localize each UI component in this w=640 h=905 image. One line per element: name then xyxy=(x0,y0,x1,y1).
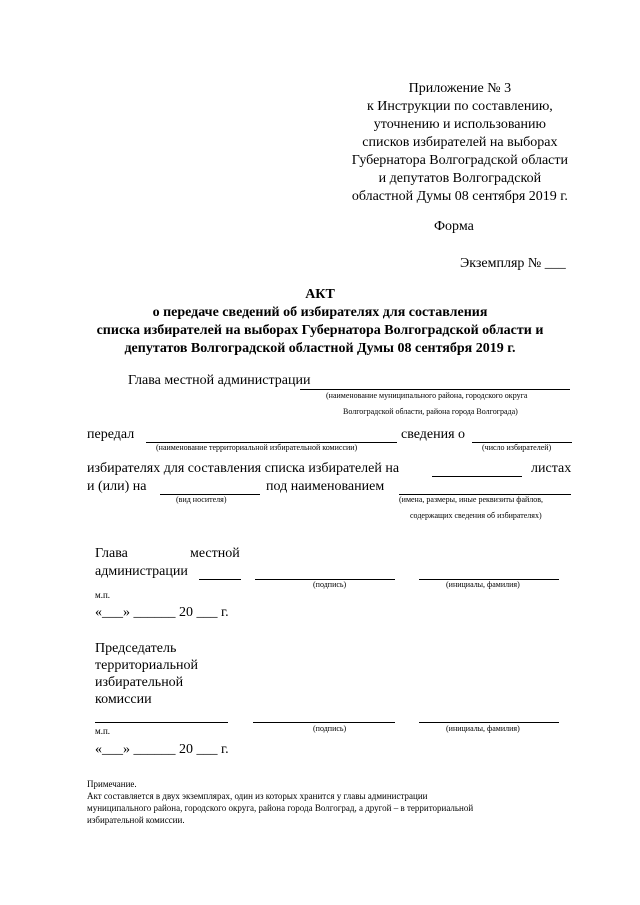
hint-initials-name: (инициалы, фамилия) xyxy=(446,724,520,733)
note-heading: Примечание. xyxy=(87,779,137,789)
form-label: Форма xyxy=(434,219,474,234)
note-text: избирательной комиссии. xyxy=(87,815,185,825)
copy-number-label: Экземпляр № ___ xyxy=(460,256,566,271)
appendix-line: Приложение № 3 xyxy=(408,81,512,96)
appendix-line: списков избирателей на выборах xyxy=(362,135,558,150)
sign2-date-field[interactable]: «___» ______ 20 ___ г. xyxy=(95,742,229,757)
chairman-title-line: Председатель xyxy=(95,641,177,656)
head-admin-label: Глава местной администрации xyxy=(128,373,311,388)
note-text: муниципального района, городского округа, района города Волгоград, а другой – в территориальной xyxy=(87,803,474,813)
sign1-admin-label: администрации xyxy=(95,564,188,579)
hint-carrier-type: (вид носителя) xyxy=(176,495,227,504)
title-line: депутатов Волгоградской областной Думы 08 сентября 2019 г. xyxy=(124,341,516,356)
hint-admin-name-cont: Волгоградской области, района города Волгограда) xyxy=(343,407,518,416)
and-or-on-label: и (или) на xyxy=(87,479,147,494)
appendix-line: и депутатов Волгоградской xyxy=(378,171,542,186)
sign2-name-field[interactable] xyxy=(419,722,559,723)
hint-voter-count: (число избирателей) xyxy=(482,443,552,452)
sign1-stamp-label: м.п. xyxy=(95,590,111,600)
note-block xyxy=(87,778,577,826)
sign2-signature-field[interactable] xyxy=(253,722,395,723)
info-about-label: сведения о xyxy=(401,427,466,442)
sign2-stamp-label: м.п. xyxy=(95,726,111,736)
appendix-header xyxy=(352,80,568,206)
title-line: списка избирателей на выборах Губернатора Волгоградской области и xyxy=(96,323,544,338)
note-text: Акт составляется в двух экземплярах, один из которых хранится у главы администрации xyxy=(87,791,428,801)
sign1-date-field[interactable]: «___» ______ 20 ___ г. xyxy=(95,605,229,620)
title-line: о передаче сведений об избирателях для составления xyxy=(152,305,488,320)
sign1-head-word: местной xyxy=(190,546,240,561)
hint-signature: (подпись) xyxy=(313,580,347,589)
admin-name-field[interactable] xyxy=(300,389,570,390)
chairman-title-line: избирательной xyxy=(95,675,184,690)
transferred-label: передал xyxy=(87,427,135,442)
sign2-blank-field[interactable] xyxy=(95,722,228,723)
hint-files-cont: содержащих сведения об избирателях) xyxy=(410,511,542,520)
sign1-blank-field[interactable] xyxy=(199,579,241,580)
document-title xyxy=(0,286,640,358)
chairman-title-line: территориальной xyxy=(95,658,198,673)
under-name-label: под наименованием xyxy=(266,479,385,494)
hint-tik-name: (наименование территориальной избирательной комиссии) xyxy=(156,443,358,452)
sheets-label: листах xyxy=(531,461,572,476)
chairman-title xyxy=(95,640,198,708)
appendix-line: Губернатора Волгоградской области xyxy=(351,153,568,168)
hint-files: (имена, размеры, иные реквизиты файлов, xyxy=(399,495,544,504)
appendix-line: уточнению и использованию xyxy=(373,117,546,132)
hint-admin-name: (наименование муниципального района, городского округа xyxy=(326,391,528,400)
hint-signature: (подпись) xyxy=(313,724,347,733)
chairman-title-line: комиссии xyxy=(95,692,152,707)
voters-for-label: избирателях для составления списка избирателей на xyxy=(87,461,400,476)
sheets-count-field[interactable] xyxy=(432,476,522,477)
appendix-line: к Инструкции по составлению, xyxy=(366,99,553,114)
sign1-head-word: Глава xyxy=(95,546,128,561)
title-line: АКТ xyxy=(305,287,335,302)
hint-initials-name: (инициалы, фамилия) xyxy=(446,580,520,589)
appendix-line: областной Думы 08 сентября 2019 г. xyxy=(351,189,568,204)
